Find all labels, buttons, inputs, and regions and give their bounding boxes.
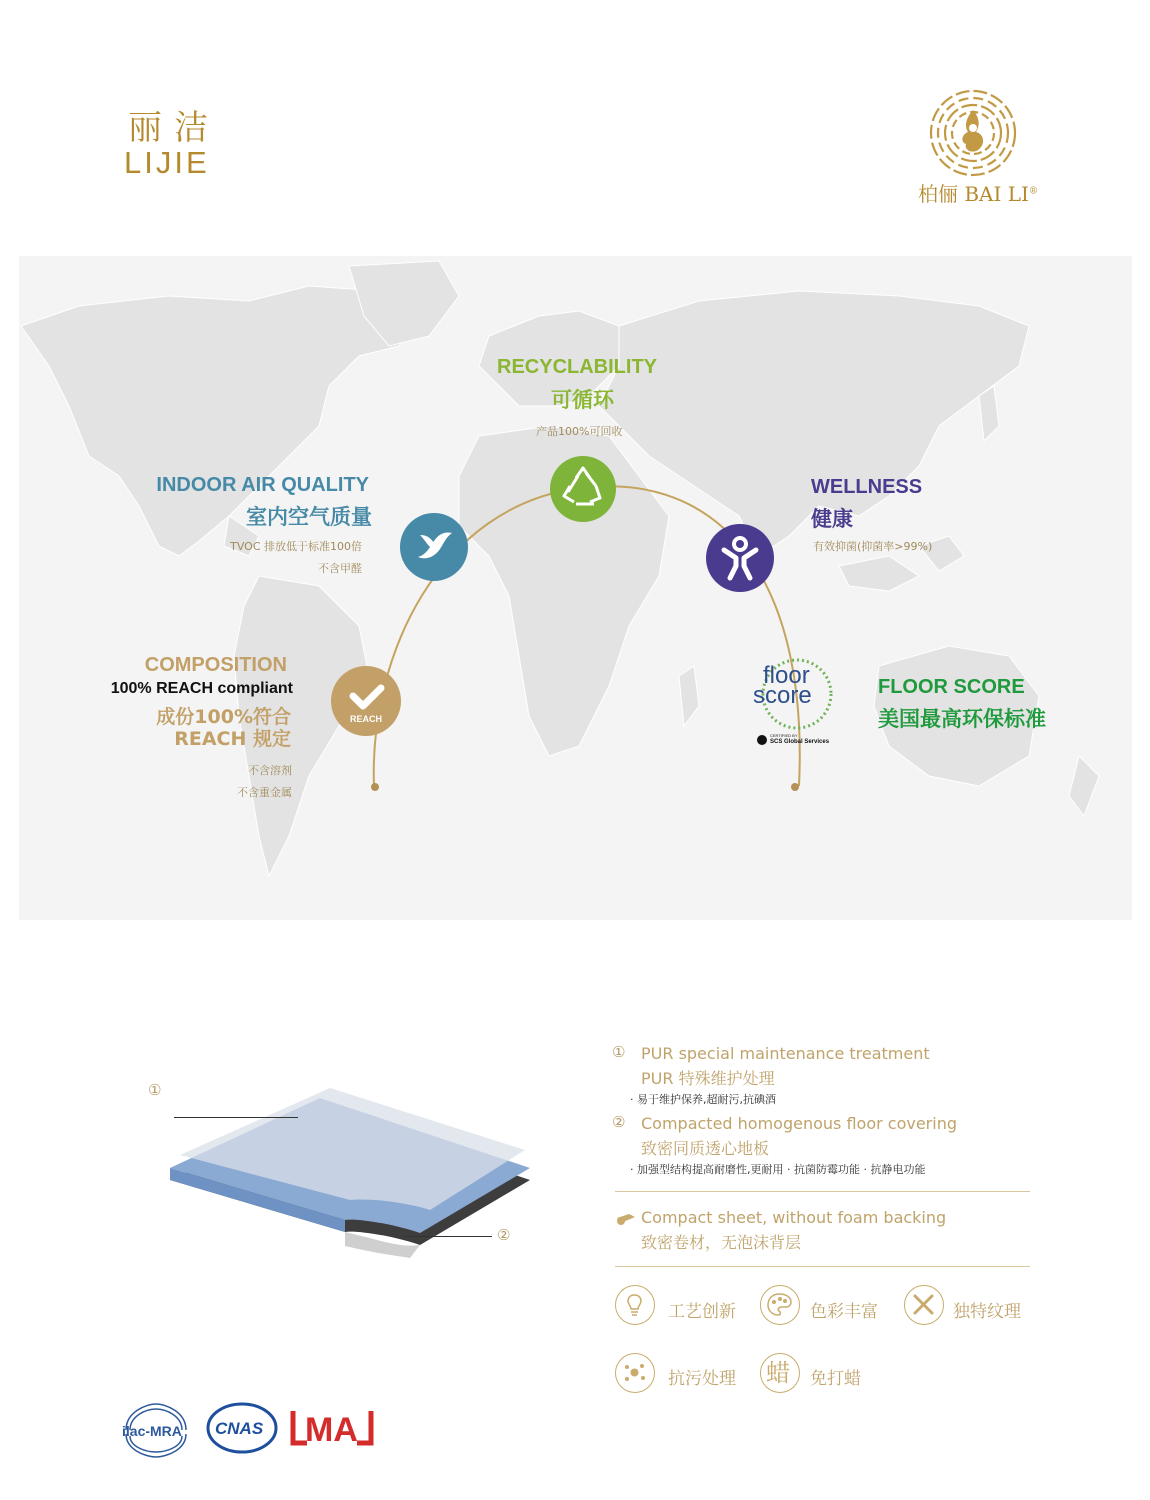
checkmark-icon [331,666,401,736]
bird-icon [400,513,468,581]
palette-icon [760,1285,800,1325]
cma-logo [287,1405,377,1449]
reach-badge-label: REACH [349,714,382,724]
composition-cn-1: 成份100%符合 [156,706,291,728]
composition-cn-2: REACH 规定 [174,728,291,750]
icon-label-innovation: 工艺创新 [668,1302,736,1322]
indoor-air-note-2: 不含甲醛 [318,562,362,575]
registered-mark: ® [1028,186,1038,197]
floorscore-logo [747,656,847,756]
recyclability-note: 产品100%可回收 [536,425,623,438]
baili-name: 柏俪 BAI LI [918,182,1029,206]
icon-label-wax: 免打蜡 [810,1369,861,1389]
spec-2-note: · 加强型结构提高耐磨性,更耐用 · 抗菌防霉功能 · 抗静电功能 [630,1163,926,1176]
floorscore-title: FLOOR SCORE [878,676,1025,698]
floorscore-top: floor [763,662,810,689]
world-map-panel [19,256,1132,920]
layer-2-pointer [406,1236,492,1237]
layer-2-marker: ② [497,1226,511,1244]
spec-2-cn: 致密同质透心地板 [641,1139,770,1158]
roll-icon [616,1212,636,1226]
wellness-title: WELLNESS [811,476,923,498]
indoor-air-title: INDOOR AIR QUALITY [156,474,369,496]
scs-certified: CERTIFIED BY [770,733,798,738]
brand-name-cn: 丽洁 [128,108,220,148]
composition-note-1: 不含溶剂 [248,764,292,777]
lightbulb-icon [615,1285,655,1325]
cnas-logo [205,1400,280,1456]
composition-title: COMPOSITION [144,654,287,676]
spec-2-en: Compacted homogenous floor covering [641,1114,957,1133]
scs-mark-icon [757,735,767,745]
wax-icon-glyph: 蜡 [766,1359,790,1387]
composition-subtitle: 100% REACH compliant [110,680,293,697]
cma-logo-text: MA [305,1411,358,1449]
cnas-logo-text: CNAS [215,1419,264,1438]
ilac-mra-logo [118,1400,194,1460]
brand-name-en: LIJIE [124,145,210,180]
person-icon [706,524,774,592]
wellness-cn: 健康 [811,507,853,531]
layer-1-marker: ① [148,1081,162,1099]
recycle-icon [550,456,616,522]
spec-1-en: PUR special maintenance treatment [641,1044,930,1063]
reach-badge [331,666,401,736]
spec-1-note: · 易于维护保养,超耐污,抗碘酒 [630,1093,776,1106]
wellness-badge [706,524,774,592]
spec-1-cn: PUR 特殊维护处理 [641,1069,775,1088]
recyclability-cn: 可循环 [551,388,614,412]
floor-layers-illustration [140,1070,540,1270]
spec-3-en: Compact sheet, without foam backing [641,1208,947,1227]
ilac-logo-text: ilac-MRA [122,1423,182,1439]
wellness-note: 有效抑菌(抑菌率>99%) [813,540,933,553]
divider-1 [615,1191,1030,1192]
indoor-air-note-1: TVOC 排放低于标准100倍 [230,540,362,553]
texture-icon [904,1285,944,1325]
baili-logo-icon [928,88,1018,178]
recyclability-title: RECYCLABILITY [497,356,657,378]
floorscore-bottom: score [753,682,812,709]
indoor-air-badge [400,513,468,581]
layer-1-pointer [174,1117,298,1118]
scs-badge [757,734,843,748]
icon-label-texture: 独特纹理 [953,1302,1021,1322]
stain-icon [615,1353,655,1393]
baili-logo-text [918,178,1038,207]
spec-3-cn: 致密卷材，无泡沫背层 [641,1233,802,1252]
composition-note-2: 不含重金属 [237,786,292,799]
spec-1-number: ① [612,1043,626,1061]
indoor-air-cn: 室内空气质量 [246,505,372,529]
icon-label-colors: 色彩丰富 [810,1302,878,1322]
wax-icon [760,1353,800,1393]
icon-label-stain: 抗污处理 [668,1369,736,1389]
spec-2-number: ② [612,1113,626,1131]
floorscore-cn: 美国最高环保标准 [878,707,1046,731]
divider-2 [615,1266,1030,1267]
recycle-badge [550,456,616,522]
scs-name: SCS Global Services [770,739,830,745]
